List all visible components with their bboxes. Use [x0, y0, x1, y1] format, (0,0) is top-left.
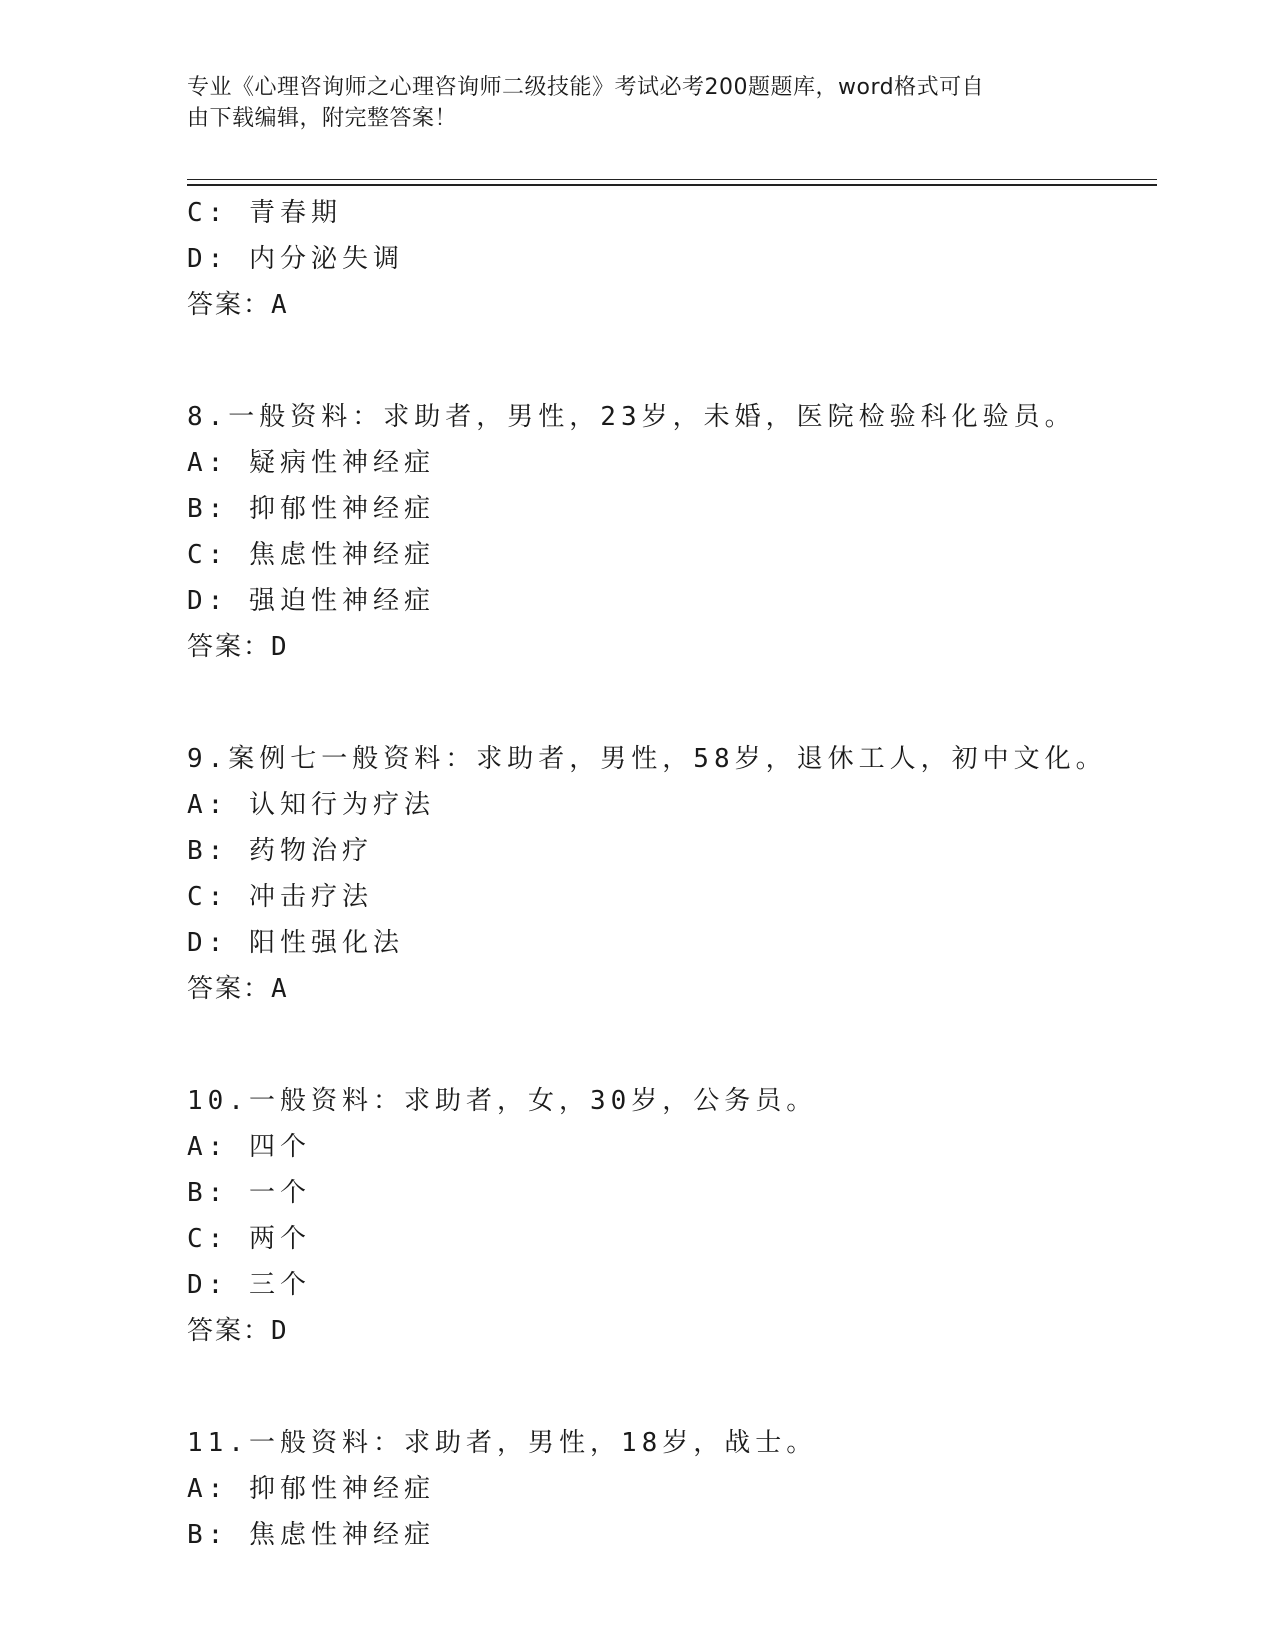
option-d: D: 内分泌失调 — [187, 244, 404, 274]
question-stem: 11.一般资料：求助者，男性，18岁，战士。 — [187, 1428, 818, 1458]
option-a: A: 认知行为疗法 — [187, 790, 435, 820]
header-line-2: 由下载编辑，附完整答案！ — [187, 106, 458, 131]
question-stem: 10.一般资料：求助者，女，30岁，公务员。 — [187, 1086, 818, 1116]
question-stem: 9.案例七一般资料：求助者，男性，58岁，退休工人，初中文化。 — [187, 744, 1107, 774]
option-d: D: 三个 — [187, 1270, 311, 1300]
option-b: B: 药物治疗 — [187, 836, 373, 866]
document-header — [187, 72, 1087, 134]
continued-question — [187, 190, 1157, 328]
option-c: C: 两个 — [187, 1224, 311, 1254]
question-10 — [187, 1078, 1157, 1354]
question-stem: 8.一般资料：求助者，男性，23岁，未婚，医院检验科化验员。 — [187, 402, 1076, 432]
answer-line: 答案：D — [187, 632, 289, 662]
option-d: D: 阳性强化法 — [187, 928, 404, 958]
answer-line: 答案：A — [187, 974, 289, 1004]
option-b: B: 抑郁性神经症 — [187, 494, 435, 524]
option-a: A: 四个 — [187, 1132, 311, 1162]
header-divider-thin — [187, 179, 1157, 180]
option-b: B: 焦虑性神经症 — [187, 1520, 435, 1550]
option-d: D: 强迫性神经症 — [187, 586, 435, 616]
document-body — [187, 190, 1157, 1558]
option-c: C: 焦虑性神经症 — [187, 540, 435, 570]
question-8 — [187, 394, 1157, 670]
header-line-1: 专业《心理咨询师之心理咨询师二级技能》考试必考200题题库，word格式可自 — [187, 75, 985, 100]
option-a: A: 抑郁性神经症 — [187, 1474, 435, 1504]
option-b: B: 一个 — [187, 1178, 311, 1208]
header-divider-thick — [187, 184, 1157, 186]
question-11 — [187, 1420, 1157, 1558]
answer-line: 答案：A — [187, 290, 289, 320]
option-c: C: 青春期 — [187, 198, 342, 228]
option-c: C: 冲击疗法 — [187, 882, 373, 912]
answer-line: 答案：D — [187, 1316, 289, 1346]
option-a: A: 疑病性神经症 — [187, 448, 435, 478]
question-9 — [187, 736, 1157, 1012]
